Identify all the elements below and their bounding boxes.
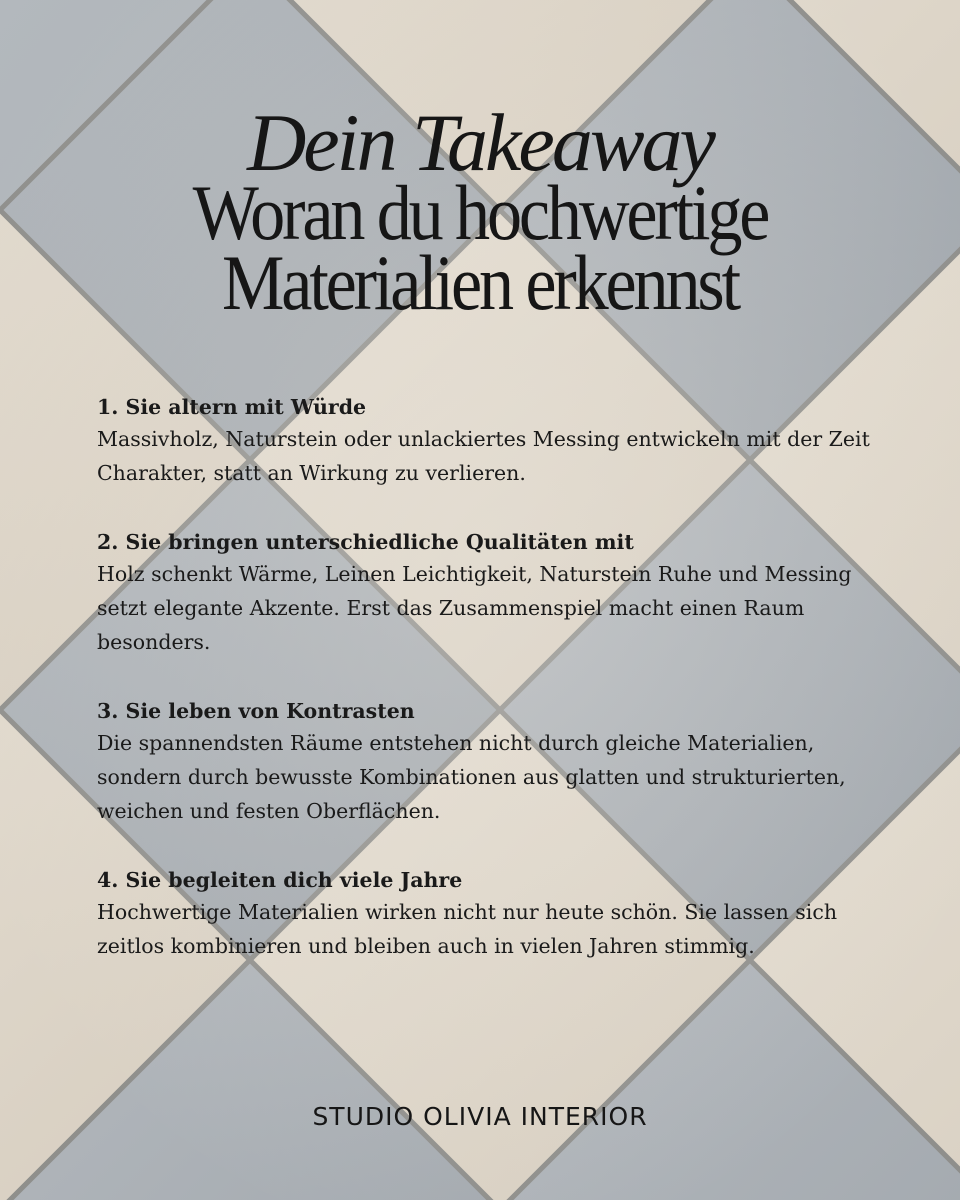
item-text: Massivholz, Naturstein oder unlackiertes Messing entwickeln mit der Zeit Charakter, statt an Wirkung zu verlieren.	[97, 427, 870, 485]
item-heading: 4. Sie begleiten dich viele Jahre	[97, 868, 463, 892]
item-text: Die spannendsten Räume entstehen nicht durch gleiche Materialien, sondern durch bewusste Kombinationen aus glatten und strukturierten, weichen und festen Oberflächen.	[97, 731, 846, 823]
item-heading: 1. Sie altern mit Würde	[97, 395, 367, 419]
item-text: Holz schenkt Wärme, Leinen Leichtigkeit, Naturstein Ruhe und Messing setzt elegante Akzente. Erst das Zusammenspiel macht einen Raum besonders.	[97, 562, 852, 654]
main-title	[48, 169, 912, 326]
takeaway-list	[97, 392, 877, 1000]
list-item	[97, 696, 877, 828]
kicker-title: Dein Takeaway	[247, 97, 713, 188]
brand-footer: STUDIO OLIVIA INTERIOR	[312, 1102, 648, 1131]
main-title-line-2: Materialien erkennst	[222, 239, 738, 326]
item-text: Hochwertige Materialien wirken nicht nur heute schön. Sie lassen sich zeitlos kombinieren und bleiben auch in vielen Jahren stimmig.	[97, 900, 838, 958]
list-item	[97, 865, 877, 963]
list-item	[97, 392, 877, 490]
item-heading: 3. Sie leben von Kontrasten	[97, 699, 415, 723]
item-heading: 2. Sie bringen unterschiedliche Qualitäten mit	[97, 530, 634, 554]
main-title-line-1: Woran du hochwertige	[192, 169, 768, 256]
list-item	[97, 527, 877, 659]
